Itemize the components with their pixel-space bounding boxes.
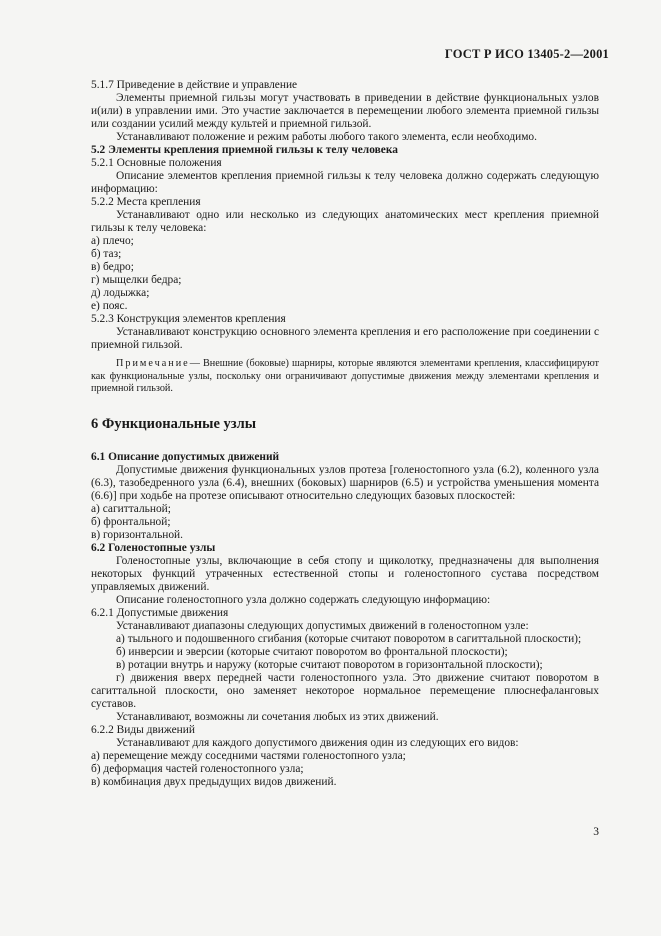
clause-6-2-1-text2: Устанавливают, возможны ли сочетания любых из этих движений. [116, 710, 439, 723]
clause-5-2-1-text: Описание элементов крепления приемной гильзы к телу человека должно содержать следующую информацию: [91, 170, 599, 195]
list-item: в) бедро; [91, 261, 134, 273]
clause-5-1-7-text2: Устанавливают положение и режим работы любого такого элемента, если необходимо. [116, 131, 537, 143]
clause-5-1-7-title: 5.1.7 Приведение в действие и управление [91, 79, 298, 91]
section-6-title: 6 Функциональные узлы [91, 415, 257, 432]
document-body [91, 79, 599, 789]
list-item: а) плечо; [91, 235, 134, 247]
list-item: е) пояс. [91, 300, 128, 312]
clause-6-2-2-title: 6.2.2 Виды движений [91, 723, 195, 736]
section-6-2-text: Голеностопные узлы, включающие в себя стопу и щиколотку, предназначены для выполнения некоторых функций утраченных естественной стопы и голеностопного сустава посредством управляемых движений. [91, 554, 599, 593]
clause-5-2-2-title: 5.2.2 Места крепления [91, 196, 201, 208]
list-item: б) инверсии и эверсии (которые считают поворотом во фронтальной плоскости); [116, 645, 508, 658]
note-text: — Внешние (боковые) шарниры, которые являются элементами крепления, классифицируют как функциональные узлы, поскольку они ограничивают допустимые движения между элементами крепления и приемной гильзой. [91, 358, 599, 394]
list-item: б) таз; [91, 248, 122, 260]
clause-5-1-7-text: Элементы приемной гильзы могут участвовать в приведении в действие функциональных узлов и(или) в управлении ими. Это участие заключается в перемещении любого элемента приемной гильзы или создании усилий между культей и приемной гильзой. [91, 92, 599, 130]
list-item: в) горизонтальной. [91, 528, 184, 541]
list-item: б) фронтальной; [91, 515, 171, 528]
clause-5-2-3-title: 5.2.3 Конструкция элементов крепления [91, 313, 286, 325]
list-item: г) движения вверх передней части голеностопного узла. Это движение считают поворотом в сагиттальной плоскости, оно заменяет некоторое нормальное перемещение плюснефаланговых суставов. [91, 671, 599, 710]
clause-5-2-2-text: Устанавливают одно или несколько из следующих анатомических мест крепления приемной гильзы к телу человека: [91, 209, 599, 234]
section-5-2-title: 5.2 Элементы крепления приемной гильзы к телу человека [91, 144, 398, 156]
clause-5-2-3-text: Устанавливают конструкцию основного элемента крепления и его расположение при соединении с приемной гильзой. [91, 326, 599, 351]
list-item: в) ротации внутрь и наружу (которые считают поворотом в горизонтальной плоскости); [116, 658, 543, 671]
list-item: д) лодыжка; [91, 287, 150, 299]
list-item: а) перемещение между соседними частями голеностопного узла; [91, 749, 406, 762]
page-number: 3 [593, 826, 599, 838]
clause-6-2-1-text: Устанавливают диапазоны следующих допустимых движений в голеностопном узле: [116, 619, 529, 632]
clause-5-2-1-title: 5.2.1 Основные положения [91, 157, 222, 169]
note [91, 358, 599, 396]
list-item: б) деформация частей голеностопного узла; [91, 762, 304, 775]
list-item: г) мыщелки бедра; [91, 274, 182, 286]
list-item: а) сагиттальной; [91, 502, 171, 515]
document-header: ГОСТ Р ИСО 13405-2—2001 [444, 47, 609, 61]
list-item: в) комбинация двух предыдущих видов движений. [91, 775, 337, 788]
note-label: Примечание [116, 358, 190, 369]
list-item: а) тыльного и подошвенного сгибания (которые считают поворотом в сагиттальной плоскости); [116, 632, 582, 645]
clause-6-2-1-title: 6.2.1 Допустимые движения [91, 606, 229, 619]
section-6-1-title: 6.1 Описание допустимых движений [91, 450, 280, 463]
clause-6-2-2-text: Устанавливают для каждого допустимого движения один из следующих его видов: [116, 736, 519, 749]
section-6-2-text2: Описание голеностопного узла должно содержать следующую информацию: [116, 593, 491, 606]
section-6-1-text: Допустимые движения функциональных узлов протеза [голеностопного узла (6.2), коленного узла (6.3), тазобедренного узла (6.4), внешних (боковых) шарниров (6.5) и устройства уменьшения момента (6.6)] при ходьбе на протезе описывают относительно следующих базовых плоскостей: [91, 463, 599, 502]
section-6-2-title: 6.2 Голеностопные узлы [91, 541, 216, 554]
